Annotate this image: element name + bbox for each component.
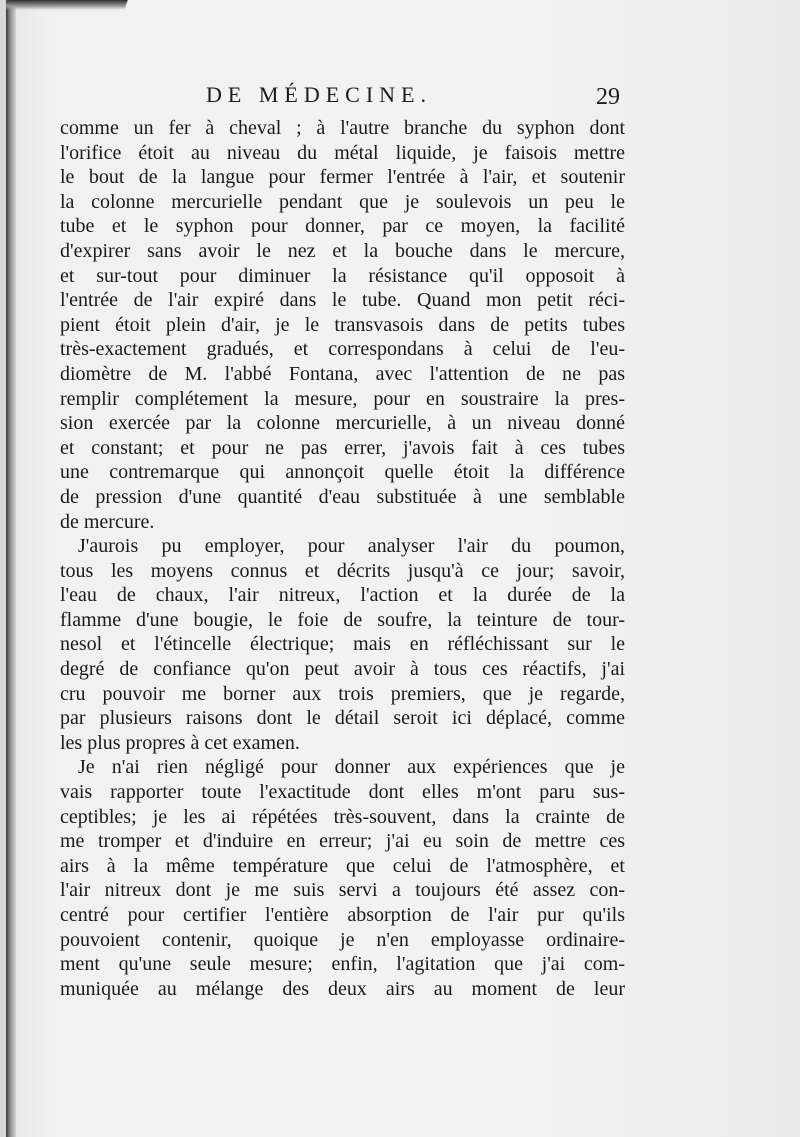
text-line: l'orifice étoit au niveau du métal liquide, je faisois mettre	[60, 141, 625, 164]
text-line: pouvoient contenir, quoique je n'en employasse ordinaire-	[60, 928, 625, 951]
text-line: degré de confiance qu'on peut avoir à tous ces réactifs, j'ai	[60, 658, 625, 681]
text-line: ment qu'une seule mesure; enfin, l'agitation que j'ai com-	[60, 953, 625, 976]
page-number: 29	[596, 84, 620, 110]
paragraph-3	[60, 755, 625, 1001]
text-line: vais rapporter toute l'exactitude dont elles m'ont paru sus-	[60, 781, 625, 804]
text-line: centré pour certifier l'entière absorption de l'air pur qu'ils	[60, 904, 625, 926]
text-line: la colonne mercurielle pendant que je soulevois un peu le	[60, 190, 625, 213]
body-text	[60, 116, 625, 1001]
page-binding-shadow	[6, 0, 16, 1137]
text-line: de pression d'une quantité d'eau substituée à une semblable	[60, 485, 625, 508]
text-line: l'entrée de l'air expiré dans le tube. Quand mon petit réci-	[60, 289, 625, 312]
text-line: comme un fer à cheval ; à l'autre branche du syphon dont	[60, 117, 625, 139]
book-page	[6, 0, 800, 1137]
text-line: J'aurois pu employer, pour analyser l'air du poumon,	[78, 535, 625, 558]
text-line: d'expirer sans avoir le nez et la bouche dans le mercure,	[60, 239, 625, 262]
text-line: l'eau de chaux, l'air nitreux, l'action et la durée de la	[60, 584, 625, 607]
text-line: Je n'ai rien négligé pour donner aux expériences que je	[78, 756, 625, 779]
paragraph-2	[60, 534, 625, 755]
text-line: airs à la même température que celui de l'atmosphère, et	[60, 854, 625, 877]
text-line: flamme d'une bougie, le foie de soufre, la teinture de tour-	[60, 608, 625, 631]
text-line: remplir complétement la mesure, pour en soustraire la pres-	[60, 387, 625, 410]
text-line: et constant; et pour ne pas errer, j'avois fait à ces tubes	[60, 436, 625, 459]
text-line: l'air nitreux dont je me suis servi a toujours été assez con-	[60, 879, 625, 902]
text-line: sion exercée par la colonne mercurielle, à un niveau donné	[60, 412, 625, 435]
text-line: tous les moyens connus et décrits jusqu'à ce jour; savoir,	[60, 559, 625, 582]
text-line: me tromper et d'induire en erreur; j'ai eu soin de mettre ces	[60, 830, 625, 853]
text-line: diomètre de M. l'abbé Fontana, avec l'attention de ne pas	[60, 362, 625, 385]
page-corner-shadow	[6, 0, 128, 10]
text-line: et sur-tout pour diminuer la résistance qu'il opposoit à	[60, 264, 625, 287]
text-line: cru pouvoir me borner aux trois premiers, que je regarde,	[60, 682, 625, 705]
text-line: une contremarque qui annonçoit quelle étoit la différence	[60, 461, 625, 484]
running-head: DE MÉDECINE.	[206, 82, 432, 107]
text-line: tube et le syphon pour donner, par ce moyen, la facilité	[60, 215, 625, 238]
text-line: les plus propres à cet examen.	[60, 731, 300, 754]
paragraph-1	[60, 116, 625, 534]
text-line: de mercure.	[60, 510, 155, 533]
text-line: nesol et l'étincelle électrique; mais en réfléchissant sur le	[60, 633, 625, 656]
text-line: pient étoit plein d'air, je le transvasois dans de petits tubes	[60, 313, 625, 336]
text-line: par plusieurs raisons dont le détail seroit ici déplacé, comme	[60, 707, 625, 730]
text-line: ceptibles; je les ai répétées très-souvent, dans la crainte de	[60, 805, 625, 828]
text-line: le bout de la langue pour fermer l'entrée à l'air, et soutenir	[60, 166, 625, 189]
text-line: très-exactement gradués, et correspondans à celui de l'eu-	[60, 338, 625, 361]
text-line: muniquée au mélange des deux airs au moment de leur	[60, 977, 625, 1000]
